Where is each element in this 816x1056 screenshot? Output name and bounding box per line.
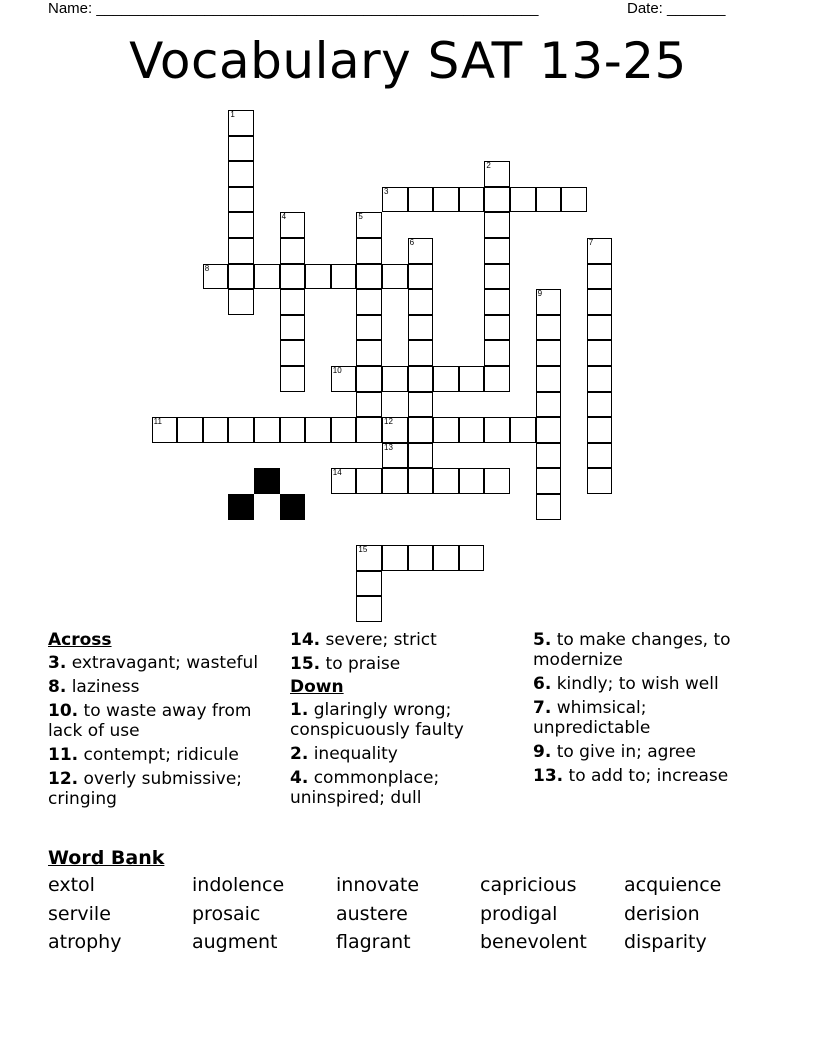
crossword-cell[interactable]: [408, 238, 434, 264]
word-bank-word: acquience: [624, 874, 722, 896]
crossword-cell[interactable]: [536, 417, 562, 443]
across-clue: [48, 745, 283, 765]
crossword-cell[interactable]: [356, 545, 382, 571]
crossword-cell[interactable]: [203, 264, 229, 290]
clue-text: to give in; agree: [551, 742, 696, 762]
crossword-cell[interactable]: [484, 340, 510, 366]
clue-number: 10.: [48, 701, 79, 721]
clue-number-label: 8: [204, 263, 210, 273]
clue-text: to waste away from lack of use: [48, 701, 252, 741]
clue-number: 7.: [533, 698, 552, 718]
black-square: [254, 468, 280, 494]
crossword-cell[interactable]: [484, 315, 510, 341]
clue-number-label: 14: [332, 468, 342, 478]
crossword-cell[interactable]: [228, 238, 254, 264]
crossword-cell[interactable]: [510, 187, 536, 213]
crossword-cell[interactable]: [356, 468, 382, 494]
word-bank-word: capricious: [480, 874, 577, 896]
crossword-cell[interactable]: [587, 417, 613, 443]
clue-number: 4.: [290, 768, 309, 788]
crossword-cell[interactable]: [280, 238, 306, 264]
clue-number: 3.: [48, 653, 67, 673]
down-clue: [533, 742, 768, 762]
crossword-cell[interactable]: [484, 212, 510, 238]
crossword-cell[interactable]: [484, 366, 510, 392]
word-bank-word: prodigal: [480, 903, 558, 925]
word-bank-word: servile: [48, 903, 111, 925]
crossword-cell[interactable]: [587, 468, 613, 494]
black-square: [280, 494, 306, 520]
crossword-cell[interactable]: [408, 392, 434, 418]
crossword-cell[interactable]: [561, 187, 587, 213]
crossword-cell[interactable]: [177, 417, 203, 443]
crossword-cell[interactable]: [228, 289, 254, 315]
crossword-cell[interactable]: [459, 468, 485, 494]
clue-number-label: 7: [588, 238, 594, 247]
down-clue: [533, 766, 768, 786]
across-heading: Across: [48, 630, 112, 650]
crossword-cell[interactable]: [433, 468, 459, 494]
word-bank-word: flagrant: [336, 931, 411, 953]
crossword-cell[interactable]: [254, 264, 280, 290]
across-clue: [48, 677, 283, 697]
crossword-cell[interactable]: [536, 366, 562, 392]
crossword-cell[interactable]: [356, 315, 382, 341]
clues-column-2: [290, 630, 525, 812]
crossword-cell[interactable]: [203, 417, 229, 443]
crossword-cell[interactable]: [484, 238, 510, 264]
crossword-cell[interactable]: [459, 187, 485, 213]
name-field-label: Name: _____________________________________________________: [48, 0, 539, 17]
crossword-cell[interactable]: [254, 417, 280, 443]
clue-text: laziness: [66, 677, 140, 697]
crossword-cell[interactable]: [587, 392, 613, 418]
clue-text: kindly; to wish well: [551, 674, 719, 694]
crossword-cell[interactable]: [536, 443, 562, 469]
crossword-cell[interactable]: [408, 443, 434, 469]
crossword-cell[interactable]: [356, 289, 382, 315]
crossword-cell[interactable]: [433, 417, 459, 443]
clue-number: 5.: [533, 630, 552, 650]
crossword-cell[interactable]: [587, 366, 613, 392]
crossword-cell[interactable]: [408, 417, 434, 443]
word-bank-word: innovate: [336, 874, 420, 896]
clue-text: glaringly wrong; conspicuously faulty: [290, 700, 464, 740]
crossword-cell[interactable]: [433, 366, 459, 392]
crossword-cell[interactable]: [382, 264, 408, 290]
crossword-cell[interactable]: [408, 340, 434, 366]
word-bank-word: disparity: [624, 931, 707, 953]
crossword-cell[interactable]: [356, 417, 382, 443]
crossword-cell[interactable]: [356, 264, 382, 290]
clue-text: severe; strict: [320, 630, 437, 650]
crossword-cell[interactable]: [433, 187, 459, 213]
crossword-cell[interactable]: [408, 289, 434, 315]
crossword-cell[interactable]: [228, 136, 254, 162]
crossword-cell[interactable]: [408, 264, 434, 290]
crossword-cell[interactable]: [280, 212, 306, 238]
crossword-cell[interactable]: [356, 392, 382, 418]
clue-number: 6.: [533, 674, 552, 694]
crossword-cell[interactable]: [587, 264, 613, 290]
black-square: [228, 494, 254, 520]
crossword-cell[interactable]: [510, 417, 536, 443]
crossword-cell[interactable]: [536, 468, 562, 494]
clue-number-label: 4: [281, 212, 287, 222]
clue-number-label: 3: [384, 186, 389, 196]
crossword-cell[interactable]: [331, 417, 357, 443]
clue-number-label: 12: [384, 417, 393, 427]
clue-number: 9.: [533, 742, 552, 762]
clue-number: 8.: [48, 677, 67, 697]
crossword-cell[interactable]: [484, 417, 510, 443]
crossword-cell[interactable]: [356, 340, 382, 366]
crossword-cell[interactable]: [331, 264, 357, 290]
crossword-cell[interactable]: [382, 187, 408, 213]
clue-number-label: 11: [153, 417, 162, 427]
crossword-cell[interactable]: [459, 417, 485, 443]
clue-number-label: 2: [486, 161, 491, 171]
clue-number: 11.: [48, 745, 79, 765]
crossword-cell[interactable]: [587, 340, 613, 366]
word-bank-word: austere: [336, 903, 408, 925]
clue-number-label: 6: [409, 238, 415, 247]
crossword-cell[interactable]: [536, 289, 562, 315]
crossword-cell[interactable]: [228, 417, 254, 443]
crossword-cell[interactable]: [484, 161, 510, 187]
down-clue: [290, 700, 525, 740]
clue-number-label: 5: [358, 212, 363, 222]
crossword-cell[interactable]: [382, 468, 408, 494]
crossword-cell[interactable]: [382, 545, 408, 571]
down-clue: [533, 630, 768, 670]
clue-number: 2.: [290, 744, 309, 764]
crossword-cell[interactable]: [228, 212, 254, 238]
down-clue: [533, 674, 768, 694]
word-bank-heading: Word Bank: [48, 847, 165, 869]
crossword-cell[interactable]: [408, 545, 434, 571]
date-field-label: Date: _______: [627, 0, 726, 17]
crossword-cell[interactable]: [459, 366, 485, 392]
down-clue: [533, 698, 768, 738]
clue-number-label: 1: [230, 110, 235, 119]
clues-column-3: [533, 630, 768, 790]
across-clue: [48, 769, 283, 809]
crossword-cell[interactable]: [484, 187, 510, 213]
clue-text: inequality: [308, 744, 398, 764]
word-bank-word: indolence: [192, 874, 285, 896]
crossword-cell[interactable]: [228, 161, 254, 187]
crossword-cell[interactable]: [408, 315, 434, 341]
crossword-cell[interactable]: [280, 264, 306, 290]
word-bank-word: benevolent: [480, 931, 587, 953]
crossword-cell[interactable]: [587, 289, 613, 315]
crossword-cell[interactable]: [228, 187, 254, 213]
crossword-cell[interactable]: [382, 366, 408, 392]
crossword-cell[interactable]: [536, 494, 562, 520]
crossword-cell[interactable]: [484, 264, 510, 290]
crossword-cell[interactable]: [356, 571, 382, 597]
clue-number-label: 10: [332, 366, 342, 375]
word-bank-word: augment: [192, 931, 278, 953]
crossword-cell[interactable]: [356, 238, 382, 264]
word-bank-word: derision: [624, 903, 700, 925]
clue-text: whimsical; unpredictable: [533, 698, 651, 738]
crossword-cell[interactable]: [536, 340, 562, 366]
crossword-cell[interactable]: [536, 315, 562, 341]
clue-number-label: 15: [358, 545, 368, 555]
down-clue: [290, 768, 525, 808]
word-bank-word: extol: [48, 874, 95, 896]
crossword-cell[interactable]: [382, 417, 408, 443]
down-heading: Down: [290, 677, 344, 697]
crossword-cell[interactable]: [587, 238, 613, 264]
clue-text: contempt; ridicule: [78, 745, 239, 765]
crossword-cell[interactable]: [228, 110, 254, 136]
clue-text: to add to; increase: [563, 766, 729, 786]
clue-number-label: 9: [537, 289, 543, 299]
crossword-cell[interactable]: [587, 315, 613, 341]
word-bank-word: prosaic: [192, 903, 261, 925]
crossword-cell[interactable]: [280, 315, 306, 341]
crossword-cell[interactable]: [280, 366, 306, 392]
crossword-cell[interactable]: [484, 468, 510, 494]
crossword-cell[interactable]: [356, 596, 382, 622]
clue-number-label: 13: [384, 442, 393, 452]
clue-number: 13.: [533, 766, 564, 786]
down-clue: [290, 744, 525, 764]
crossword-cell[interactable]: [536, 187, 562, 213]
clue-text: extravagant; wasteful: [66, 653, 259, 673]
crossword-cell[interactable]: [305, 264, 331, 290]
clue-text: overly submissive; cringing: [48, 769, 243, 809]
crossword-cell[interactable]: [305, 417, 331, 443]
crossword-cell[interactable]: [382, 443, 408, 469]
clue-number: 14.: [290, 630, 321, 650]
crossword-cell[interactable]: [459, 545, 485, 571]
clue-text: commonplace; uninspired; dull: [290, 768, 440, 808]
across-clue: [290, 654, 525, 674]
crossword-cell[interactable]: [408, 468, 434, 494]
across-clue: [290, 630, 525, 650]
clue-number: 12.: [48, 769, 79, 789]
crossword-cell[interactable]: [228, 264, 254, 290]
crossword-cell[interactable]: [331, 366, 357, 392]
across-clue: [48, 701, 283, 741]
crossword-cell[interactable]: [280, 417, 306, 443]
crossword-cell[interactable]: [356, 366, 382, 392]
crossword-cell[interactable]: [433, 545, 459, 571]
page-title: Vocabulary SAT 13-25: [129, 32, 687, 90]
crossword-cell[interactable]: [280, 289, 306, 315]
clue-number: 15.: [290, 654, 321, 674]
clues-column-1: [48, 630, 283, 813]
crossword-cell[interactable]: [356, 212, 382, 238]
across-clue: [48, 653, 283, 673]
clue-text: to make changes, to modernize: [533, 630, 731, 670]
crossword-cell[interactable]: [280, 340, 306, 366]
crossword-cell[interactable]: [408, 366, 434, 392]
crossword-cell[interactable]: [331, 468, 357, 494]
crossword-cell[interactable]: [484, 289, 510, 315]
crossword-cell[interactable]: [536, 392, 562, 418]
crossword-cell[interactable]: [587, 443, 613, 469]
clue-number: 1.: [290, 700, 309, 720]
crossword-cell[interactable]: [408, 187, 434, 213]
clue-text: to praise: [320, 654, 401, 674]
crossword-cell[interactable]: [152, 417, 178, 443]
word-bank-word: atrophy: [48, 931, 122, 953]
